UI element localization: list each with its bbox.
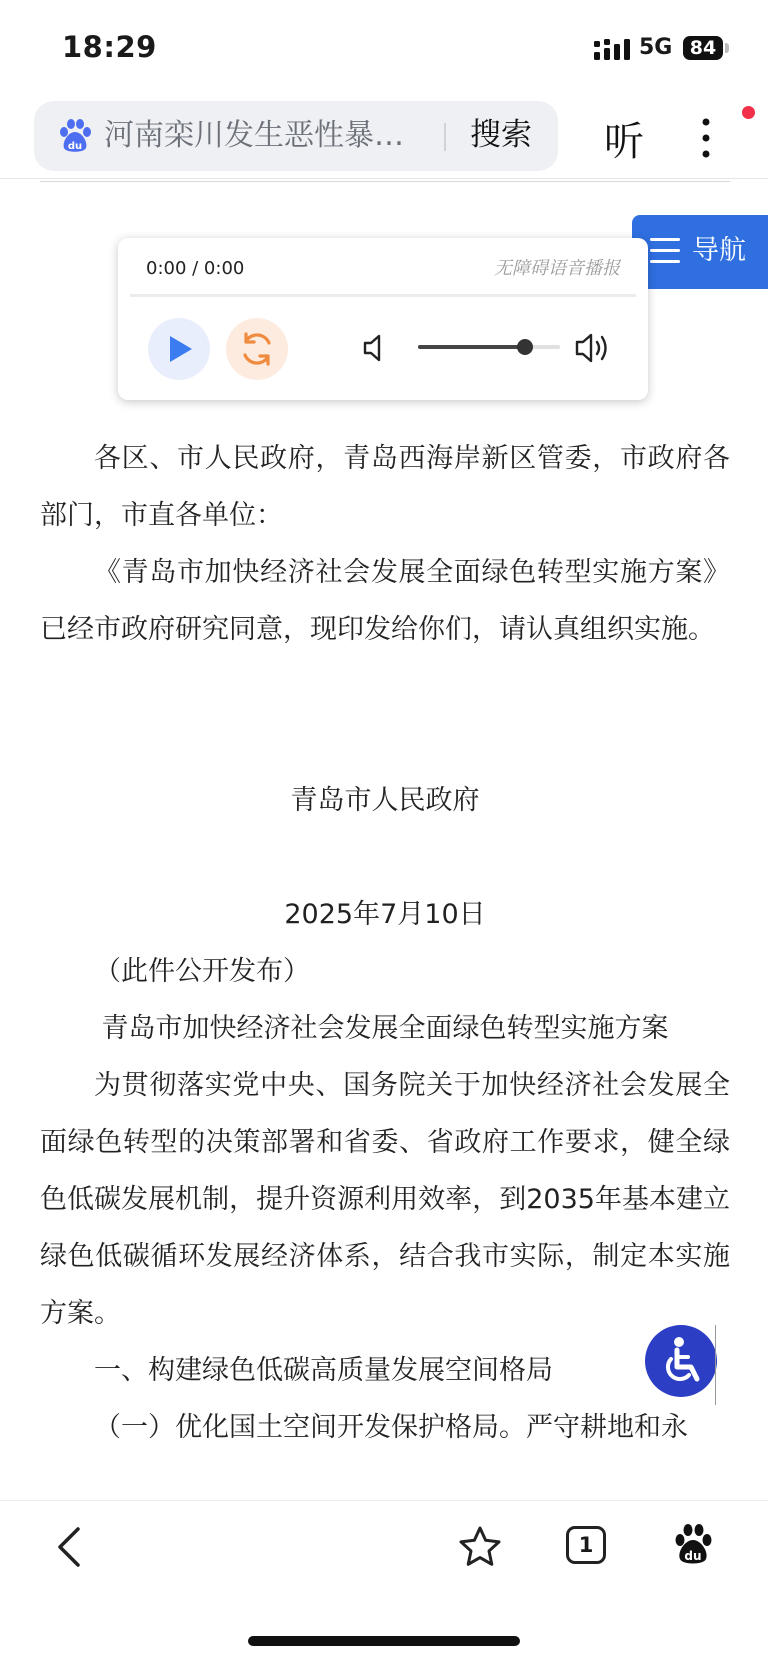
salutation: 各区、市人民政府，青岛西海岸新区管委，市政府各部门，市直各单位： [40, 443, 730, 531]
audio-progress-bar[interactable] [130, 294, 636, 297]
tabs-button[interactable] [566, 1526, 606, 1564]
audio-label: 无障碍语音播报 [494, 258, 620, 279]
issuer: 青岛市人民政府 [290, 785, 480, 816]
baidu-paw-icon[interactable] [673, 1523, 713, 1567]
status-bar [0, 0, 768, 96]
listen-button[interactable]: 听 [604, 119, 644, 165]
spacer [40, 658, 730, 715]
volume-slider-knob[interactable] [517, 339, 533, 355]
section-heading: 一、构建绿色低碳高质量发展空间格局 [94, 1355, 553, 1386]
issue-date: 2025年7月10日 [284, 899, 486, 930]
nav-button[interactable] [632, 215, 768, 289]
search-button[interactable]: 搜索 [470, 117, 532, 153]
battery-icon [683, 36, 723, 60]
spacer [40, 715, 730, 772]
replay-button[interactable] [226, 318, 288, 380]
more-vertical-icon[interactable] [698, 114, 714, 162]
svg-text:du: du [684, 1549, 702, 1563]
svg-text:du: du [67, 141, 83, 152]
signal-icon [594, 38, 630, 62]
play-icon [168, 334, 194, 364]
volume-slider-fill [418, 345, 525, 349]
replay-icon [238, 330, 276, 368]
intro-paragraph: 为贯彻落实党中央、国务院关于加快经济社会发展全面绿色转型的决策部署和省委、省政府工作要求，健全绿色低碳发展机制，提升资源利用效率，到2035年基本建立绿色低碳循环发展经济体系，结合我市实际，制定本实施方案。 [40, 1070, 730, 1329]
content-edge [40, 178, 730, 182]
tabs-count: 1 [578, 1533, 594, 1557]
article-body [40, 430, 730, 1456]
accessibility-button[interactable] [645, 1325, 717, 1397]
battery-level: 84 [689, 37, 717, 59]
audio-player [118, 238, 648, 400]
search-divider [444, 123, 446, 151]
volume-up-icon[interactable] [574, 328, 616, 368]
play-button[interactable] [148, 318, 210, 380]
plan-title: 青岛市加快经济社会发展全面绿色转型实施方案 [101, 1013, 669, 1044]
network-type: 5G [639, 35, 673, 60]
battery-tip [725, 43, 729, 53]
volume-slider[interactable] [418, 345, 560, 349]
search-bar[interactable] [34, 101, 558, 171]
wheelchair-icon [657, 1335, 705, 1387]
back-arrow-icon[interactable] [54, 1525, 84, 1569]
volume-mute-icon[interactable] [362, 333, 388, 363]
spacer [40, 829, 730, 886]
menu-icon [650, 237, 680, 265]
audio-time: 0:00 / 0:00 [146, 258, 245, 279]
subsection-paragraph: （一）优化国土空间开发保护格局。严守耕地和永 [94, 1412, 688, 1443]
baidu-paw-icon [58, 118, 92, 154]
nav-label: 导航 [692, 235, 746, 266]
star-icon[interactable] [458, 1525, 502, 1569]
notice-paragraph: 《青岛市加快经济社会发展全面绿色转型实施方案》已经市政府研究同意，现印发给你们，请认真组织实施。 [40, 557, 730, 645]
status-time: 18:29 [62, 30, 157, 64]
search-query[interactable]: 河南栾川发生恶性暴… [104, 118, 404, 153]
release-note: （此件公开发布） [94, 956, 310, 987]
accessibility-edge [715, 1325, 716, 1405]
home-indicator[interactable] [248, 1636, 520, 1646]
notification-dot [742, 106, 755, 119]
